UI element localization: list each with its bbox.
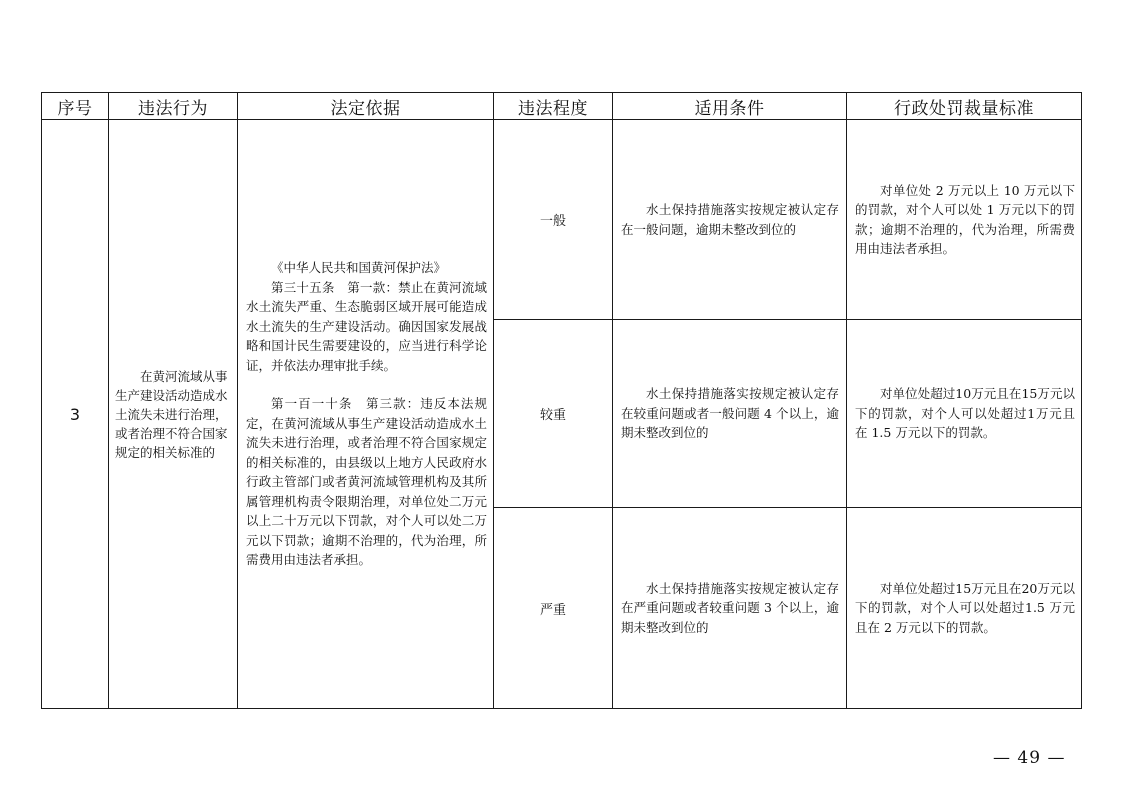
header-legal-basis: 法定依据 bbox=[238, 93, 494, 120]
condition-cell-general bbox=[613, 120, 847, 320]
standard-text-severe: 对单位处超过15万元且在20万元以下的罚款，对个人可以处超过1.5 万元且在 2 万元以下的罚款。 bbox=[855, 580, 1075, 635]
penalty-standard-table bbox=[41, 92, 1082, 709]
degree-cell-severe: 严重 bbox=[494, 508, 613, 709]
violation-cell bbox=[109, 120, 238, 709]
page-number: — 49 — bbox=[993, 748, 1066, 768]
condition-cell-serious bbox=[613, 320, 847, 508]
condition-cell-severe bbox=[613, 508, 847, 709]
degree-cell-serious: 较重 bbox=[494, 320, 613, 508]
standard-cell-general bbox=[847, 120, 1082, 320]
header-penalty-standard: 行政处罚裁量标准 bbox=[847, 93, 1082, 120]
degree-cell-general: 一般 bbox=[494, 120, 613, 320]
law-title: 《中华人民共和国黄河保护法》 bbox=[271, 260, 447, 276]
standard-cell-severe bbox=[847, 508, 1082, 709]
table-row bbox=[42, 120, 1082, 320]
standard-cell-serious bbox=[847, 320, 1082, 508]
condition-text-severe: 水土保持措施落实按规定被认定存在严重问题或者较重问题 3 个以上，逾期未整改到位的 bbox=[621, 580, 839, 635]
condition-text-general: 水土保持措施落实按规定被认定存在一般问题，逾期未整改到位的 bbox=[621, 202, 839, 237]
law-article-110: 第一百一十条 第三款：违反本法规定，在黄河流域从事生产建设活动造成水土流失未进行治理，或者治理不符合国家规定的相关标准的，由县级以上地方人民政府水行政主管部门或者黄河流域管理机构及其所属管理机构责令限期治理，对单位处二万元以上二十万元以下罚款，对个人可以处二万元以下罚款；逾期不治理的，代为治理，所需费用由违法者承担。 bbox=[246, 396, 487, 568]
serial-number-cell: 3 bbox=[42, 120, 109, 709]
header-serial-number: 序号 bbox=[42, 93, 109, 120]
violation-text: 在黄河流域从事生产建设活动造成水土流失未进行治理，或者治理不符合国家规定的相关标准的 bbox=[115, 368, 228, 460]
standard-text-general: 对单位处 2 万元以上 10 万元以下的罚款，对个人可以处 1 万元以下的罚款；逾期不治理的，代为治理，所需费用由违法者承担。 bbox=[855, 182, 1075, 256]
header-violation-degree: 违法程度 bbox=[494, 93, 613, 120]
penalty-table-container bbox=[41, 92, 1081, 709]
table-header-row bbox=[42, 93, 1082, 120]
standard-text-serious: 对单位处超过10万元且在15万元以下的罚款，对个人可以处超过1万元且在 1.5 万元以下的罚款。 bbox=[855, 386, 1075, 441]
law-article-35: 第三十五条 第一款：禁止在黄河流域水土流失严重、生态脆弱区域开展可能造成水土流失的生产建设活动。确因国家发展战略和国计民生需要建设的，应当进行科学论证，并依法办理审批手续。 bbox=[246, 279, 487, 373]
header-violation: 违法行为 bbox=[109, 93, 238, 120]
condition-text-serious: 水土保持措施落实按规定被认定存在较重问题或者一般问题 4 个以上，逾期未整改到位的 bbox=[621, 386, 839, 441]
header-applicable-condition: 适用条件 bbox=[613, 93, 847, 120]
legal-basis-cell bbox=[238, 120, 494, 709]
